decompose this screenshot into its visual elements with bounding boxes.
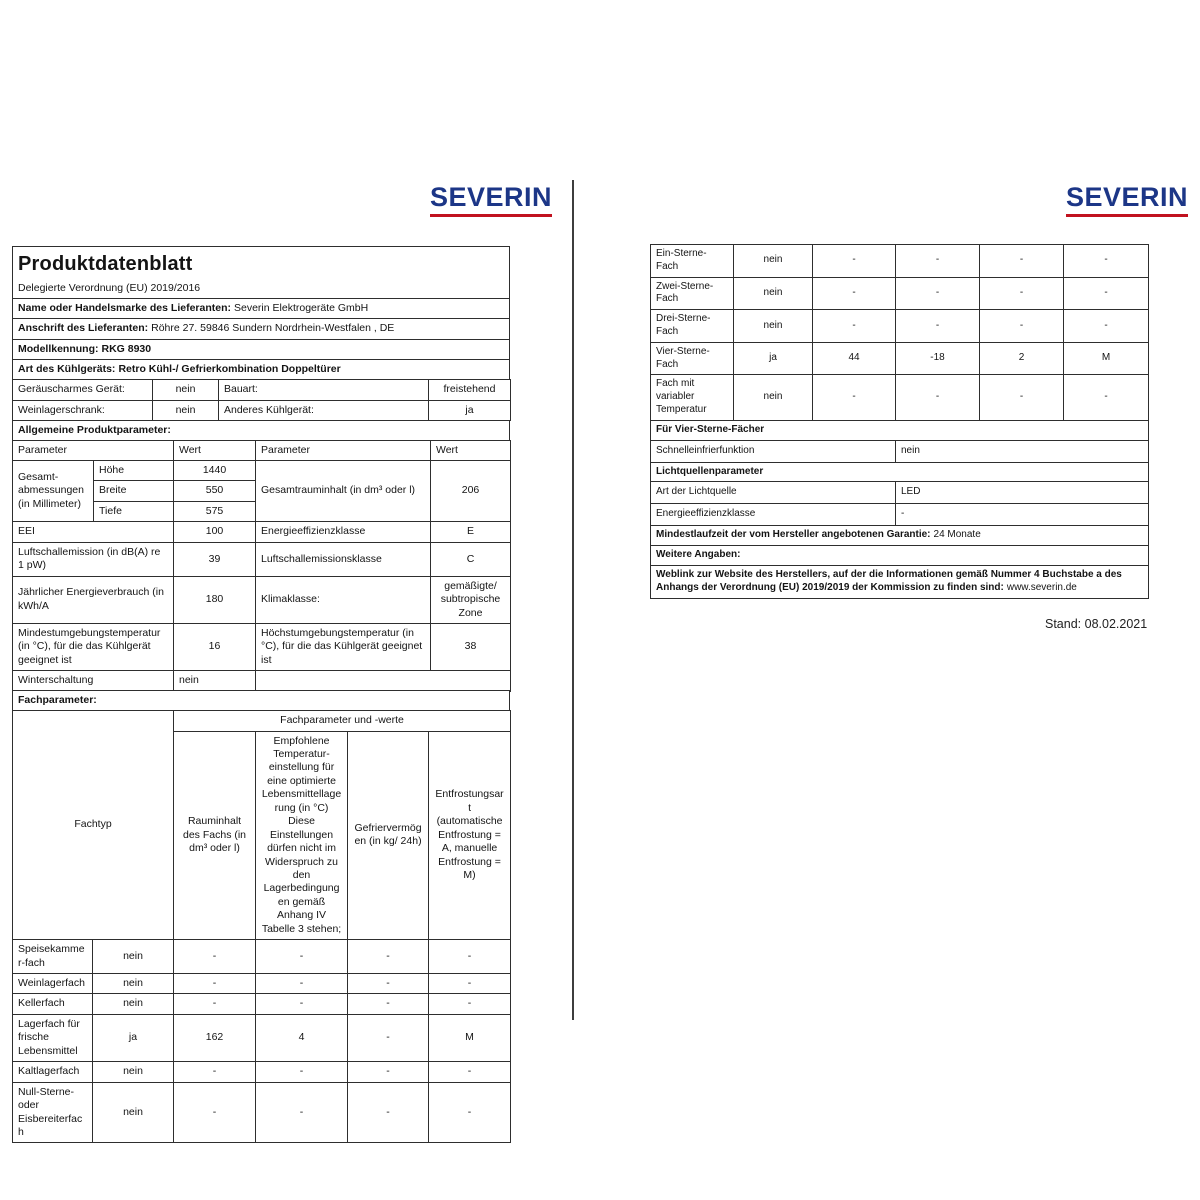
empty-cell: [256, 671, 511, 691]
cell-value: nein: [153, 400, 219, 420]
cell-value: -: [813, 375, 896, 420]
cell-value: E: [431, 522, 511, 542]
cell-value: M: [1064, 342, 1149, 375]
cell-label: Art der Lichtquelle: [651, 482, 896, 504]
cell-label: Drei-Sterne-Fach: [651, 310, 734, 343]
cell-value: nein: [174, 671, 256, 691]
cell-value: nein: [93, 1082, 174, 1143]
table-row: [13, 247, 510, 299]
table-row: [651, 546, 1149, 566]
table-row: [13, 299, 510, 319]
quick-facts-table: [12, 379, 511, 421]
cell-label: Lagerfach für frische Lebensmittel: [13, 1014, 93, 1061]
cell-value: C: [431, 542, 511, 576]
cell-value: 16: [174, 623, 256, 670]
cell-value: 100: [174, 522, 256, 542]
table-row: [651, 504, 1149, 526]
cell-value: -: [429, 1062, 511, 1082]
table-row: [651, 462, 1149, 482]
cell-value: LED: [896, 482, 1149, 504]
table-row: [13, 1082, 511, 1143]
cell-value: 4: [256, 1014, 348, 1061]
model-cell: [13, 339, 510, 359]
table-row: [13, 576, 511, 623]
cell-label: Jährlicher Energieverbrauch (in kWh/A: [13, 576, 174, 623]
cell-value: -: [174, 1062, 256, 1082]
star-compartment-table: [650, 244, 1149, 599]
table-row: [651, 526, 1149, 546]
table-row: [13, 623, 511, 670]
cell-value: nein: [153, 380, 219, 400]
cell-value: -: [348, 1082, 429, 1143]
cell-value: -: [348, 1062, 429, 1082]
table-row: [13, 994, 511, 1014]
weblink-cell: [651, 565, 1149, 598]
cell-value: ja: [93, 1014, 174, 1061]
cell-value: 575: [174, 501, 256, 521]
cell-value: 1440: [174, 461, 256, 481]
cell-label: Schnelleinfrierfunktion: [651, 440, 896, 462]
column-header: Rauminhalt des Fachs (in dm³ oder l): [174, 731, 256, 940]
warranty-cell: [651, 526, 1149, 546]
table-row: [13, 974, 511, 994]
cell-value: ja: [734, 342, 813, 375]
column-header: Wert: [431, 440, 511, 460]
cell-value: -: [348, 994, 429, 1014]
column-header: Fachtyp: [13, 711, 174, 940]
table-row: [13, 400, 511, 420]
severin-logo-text: SEVERIN: [430, 182, 553, 212]
cell-value: -: [896, 375, 980, 420]
table-row: [13, 420, 510, 440]
cell-value: 2: [980, 342, 1064, 375]
section-header: Allgemeine Produktparameter:: [13, 420, 510, 440]
cell-label: Kaltlagerfach: [13, 1062, 93, 1082]
severin-logo-left: [430, 184, 552, 217]
cell-value: 38: [431, 623, 511, 670]
cell-label: Gesamtrauminhalt (in dm³ oder l): [256, 461, 431, 522]
cell-label: Zwei-Sterne-Fach: [651, 277, 734, 310]
cell-label: EEI: [13, 522, 174, 542]
table-row: [13, 691, 510, 711]
cell-label: Fach mit variabler Temperatur: [651, 375, 734, 420]
section-header: Lichtquellenparameter: [651, 462, 1149, 482]
cell-value: -: [256, 1062, 348, 1082]
cell-value: -: [1064, 375, 1149, 420]
cell-label: Vier-Sterne-Fach: [651, 342, 734, 375]
cell-label: Winterschaltung: [13, 671, 174, 691]
table-row: [13, 440, 511, 460]
cell-value: -: [813, 245, 896, 278]
cell-value: gemäßigte/ subtropische Zone: [431, 576, 511, 623]
cell-value: -: [256, 974, 348, 994]
device-type-label: Art des Kühlgeräts:: [18, 363, 116, 376]
cell-value: freistehend: [429, 380, 511, 400]
cell-label: Energieeffizienzklasse: [651, 504, 896, 526]
device-type-cell: [13, 360, 510, 380]
table-row: [13, 380, 511, 400]
cell-label: Höchstumgebungstemperatur (in °C), für die das Kühlgerät geeignet ist: [256, 623, 431, 670]
cell-value: 39: [174, 542, 256, 576]
table-row: [13, 339, 510, 359]
cell-label: Energieeffizienzklasse: [256, 522, 431, 542]
cell-value: -: [174, 974, 256, 994]
table-row: [13, 711, 511, 731]
table-row: [651, 375, 1149, 420]
cell-value: nein: [734, 245, 813, 278]
cell-value: -: [896, 310, 980, 343]
column-header: Parameter: [256, 440, 431, 460]
cell-label: Ein-Sterne-Fach: [651, 245, 734, 278]
cell-value: -: [896, 277, 980, 310]
cell-value: 44: [813, 342, 896, 375]
compartment-table: [12, 710, 511, 1143]
severin-logo-right: [1066, 184, 1188, 217]
cell-value: -: [813, 277, 896, 310]
general-parameters-table: [12, 440, 511, 692]
cell-label: Geräuscharmes Gerät:: [13, 380, 153, 400]
cell-value: nein: [896, 440, 1149, 462]
cell-value: -: [896, 504, 1149, 526]
right-column: [650, 244, 1148, 599]
warranty-label: Mindestlaufzeit der vom Hersteller angebotenen Garantie:: [656, 529, 931, 541]
cell-label: Luftschallemission (in dB(A) re 1 pW): [13, 542, 174, 576]
table-row: [13, 319, 510, 339]
page-subtitle: Delegierte Verordnung (EU) 2019/2016: [18, 281, 201, 294]
cell-label: Null-Sterne- oder Eisbereiterfach: [13, 1082, 93, 1143]
left-header-table: [12, 246, 510, 381]
model-label: Modellkennung:: [18, 342, 99, 355]
table-row: [651, 482, 1149, 504]
cell-value: nein: [93, 994, 174, 1014]
cell-value: -: [980, 245, 1064, 278]
cell-label: Höhe: [94, 461, 174, 481]
cell-value: -: [348, 1014, 429, 1061]
cell-value: -: [980, 310, 1064, 343]
table-row: [13, 671, 511, 691]
table-row: [13, 1014, 511, 1061]
cell-value: -: [1064, 245, 1149, 278]
table-row: [651, 277, 1149, 310]
cell-value: -: [256, 1082, 348, 1143]
cell-value: -: [429, 940, 511, 974]
device-type-value: Retro Kühl-/ Gefrierkombination Doppeltürer: [118, 363, 341, 376]
cell-label: Weinlagerfach: [13, 974, 93, 994]
supplier-label: Name oder Handelsmarke des Lieferanten:: [18, 302, 231, 315]
table-row: [13, 461, 511, 481]
section-header: Für Vier-Sterne-Fächer: [651, 420, 1149, 440]
cell-value: -: [429, 1082, 511, 1143]
address-value: Röhre 27. 59846 Sundern Nordrhein-Westfalen , DE: [151, 322, 395, 335]
cell-value: 550: [174, 481, 256, 501]
column-header: Wert: [174, 440, 256, 460]
cell-value: -: [174, 940, 256, 974]
cell-value: -: [174, 994, 256, 1014]
cell-label: Anderes Kühlgerät:: [219, 400, 429, 420]
page-title: Produktdatenblatt: [18, 253, 193, 275]
cell-value: ja: [429, 400, 511, 420]
table-row: [651, 342, 1149, 375]
cell-value: -: [429, 994, 511, 1014]
cell-value: -: [256, 994, 348, 1014]
cell-value: nein: [93, 974, 174, 994]
weblink-label: Weblink zur Website des Herstellers, auf der die Informationen gemäß Nummer 4 Buchstabe a des Anhangs der Verordnung (EU) 2019/2019 der Kommission zu finden sind:: [656, 568, 1122, 593]
cell-value: -: [174, 1082, 256, 1143]
column-header: Parameter: [13, 440, 174, 460]
cell-value: -: [348, 974, 429, 994]
cell-label: Weinlagerschrank:: [13, 400, 153, 420]
section-header: Weitere Angaben:: [651, 546, 1149, 566]
column-header: Empfohlene Temperatur-einstellung für eine optimierte Lebensmittellagerung (in °C) Diese Einstellungen dürfen nicht im Widerspruch zu den Lagerbedingungen gemäß Anhang IV Tabelle 3 stehen;: [256, 731, 348, 940]
weblink-url: www.severin.de: [1006, 581, 1077, 593]
cell-label: Klimaklasse:: [256, 576, 431, 623]
table-row: [13, 360, 510, 380]
cell-value: nein: [93, 1062, 174, 1082]
cell-value: -: [1064, 310, 1149, 343]
title-cell: [13, 247, 510, 299]
cell-label: Breite: [94, 481, 174, 501]
cell-value: 206: [431, 461, 511, 522]
section-header: Fachparameter:: [13, 691, 510, 711]
column-header: Gefriervermögen (in kg/ 24h): [348, 731, 429, 940]
table-row: [651, 440, 1149, 462]
revision-date: Stand: 08.02.2021: [1045, 617, 1148, 631]
cell-value: -18: [896, 342, 980, 375]
cell-label: Mindestumgebungstemperatur (in °C), für die das Kühlgerät geeignet ist: [13, 623, 174, 670]
address-cell: [13, 319, 510, 339]
table-row: [651, 565, 1149, 598]
model-value: RKG 8930: [101, 342, 152, 355]
cell-value: 162: [174, 1014, 256, 1061]
warranty-value: 24 Monate: [933, 529, 981, 541]
severin-logo-text: SEVERIN: [1066, 182, 1189, 212]
table-row: [651, 420, 1149, 440]
compartment-section-table: [12, 690, 510, 711]
cell-value: -: [813, 310, 896, 343]
cell-value: -: [896, 245, 980, 278]
table-row: [651, 310, 1149, 343]
table-row: [13, 940, 511, 974]
column-header: Entfrostungsart (automatische Entfrostung = A, manuelle Entfrostung = M): [429, 731, 511, 940]
cell-label: Speisekammer-fach: [13, 940, 93, 974]
cell-label: Tiefe: [94, 501, 174, 521]
table-row: [13, 542, 511, 576]
logo-underline: [1066, 214, 1188, 217]
group-header: Fachparameter und -werte: [174, 711, 511, 731]
cell-value: -: [980, 375, 1064, 420]
table-row: [13, 522, 511, 542]
cell-value: -: [348, 940, 429, 974]
logo-underline: [430, 214, 552, 217]
supplier-cell: [13, 299, 510, 319]
cell-value: nein: [93, 940, 174, 974]
left-column: [12, 246, 510, 1143]
cell-value: nein: [734, 277, 813, 310]
column-divider: [572, 180, 574, 1020]
cell-value: nein: [734, 375, 813, 420]
table-row: [13, 1062, 511, 1082]
cell-value: nein: [734, 310, 813, 343]
general-section-table: [12, 420, 510, 441]
address-label: Anschrift des Lieferanten:: [18, 322, 149, 335]
cell-label: Bauart:: [219, 380, 429, 400]
cell-value: 180: [174, 576, 256, 623]
table-row: [651, 245, 1149, 278]
cell-value: -: [256, 940, 348, 974]
cell-value: -: [980, 277, 1064, 310]
cell-value: -: [1064, 277, 1149, 310]
cell-label: Luftschallemissionsklasse: [256, 542, 431, 576]
cell-label: Kellerfach: [13, 994, 93, 1014]
cell-value: M: [429, 1014, 511, 1061]
supplier-value: Severin Elektrogeräte GmbH: [234, 302, 369, 315]
cell-value: -: [429, 974, 511, 994]
cell-label: Gesamt-abmessungen (in Millimeter): [13, 461, 94, 522]
